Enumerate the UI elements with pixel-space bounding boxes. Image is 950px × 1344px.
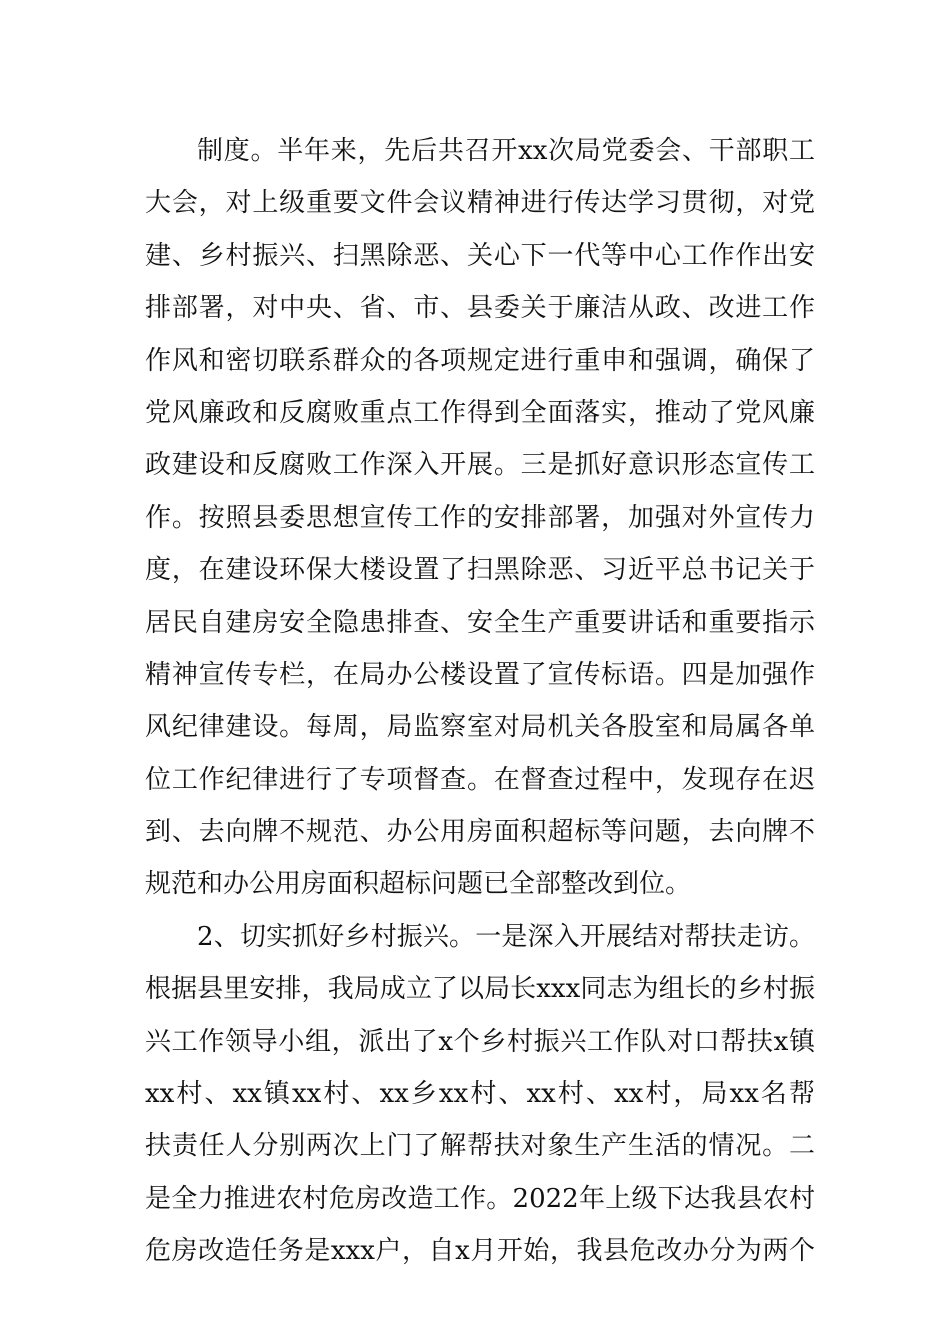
body-line: 大会，对上级重要文件会议精神进行传达学习贯彻，对党 — [145, 188, 815, 219]
body-line: 是全力推进农村危房改造工作。2022年上级下达我县农村 — [145, 1183, 815, 1214]
body-line: 作。按照县委思想宣传工作的安排部署，加强对外宣传力 — [145, 502, 815, 533]
body-line: 排部署，对中央、省、市、县委关于廉洁从政、改进工作 — [145, 293, 815, 324]
body-line: 党风廉政和反腐败重点工作得到全面落实，推动了党风廉 — [145, 397, 815, 428]
body-line: 规范和办公用房面积超标问题已全部整改到位。 — [145, 869, 692, 900]
body-line: 2、切实抓好乡村振兴。一是深入开展结对帮扶走访。 — [197, 921, 815, 952]
body-line: 精神宣传专栏，在局办公楼设置了宣传标语。四是加强作 — [145, 659, 815, 690]
body-line: 到、去向牌不规范、办公用房面积超标等问题，去向牌不 — [145, 817, 815, 848]
body-line: 作风和密切联系群众的各项规定进行重申和强调，确保了 — [145, 345, 815, 376]
body-line: 根据县里安排，我局成立了以局长xxx同志为组长的乡村振 — [145, 974, 815, 1005]
body-line: 位工作纪律进行了专项督查。在督查过程中，发现存在迟 — [145, 764, 815, 795]
body-line: 风纪律建设。每周，局监察室对局机关各股室和局属各单 — [145, 712, 815, 743]
body-line: 政建设和反腐败工作深入开展。三是抓好意识形态宣传工 — [145, 450, 815, 481]
body-line: 扶责任人分别两次上门了解帮扶对象生产生活的情况。二 — [145, 1131, 815, 1162]
body-line: 居民自建房安全隐患排查、安全生产重要讲话和重要指示 — [145, 607, 815, 638]
body-line: xx村、xx镇xx村、xx乡xx村、xx村、xx村，局xx名帮 — [145, 1079, 815, 1110]
body-line: 建、乡村振兴、扫黑除恶、关心下一代等中心工作作出安 — [145, 240, 815, 271]
body-line: 兴工作领导小组，派出了x个乡村振兴工作队对口帮扶x镇 — [145, 1026, 815, 1057]
body-line: 度，在建设环保大楼设置了扫黑除恶、习近平总书记关于 — [145, 555, 815, 586]
body-line: 制度。半年来，先后共召开xx次局党委会、干部职工 — [197, 136, 815, 166]
body-line: 危房改造任务是xxx户，自x月开始，我县危改办分为两个 — [145, 1236, 815, 1267]
document-body — [145, 125, 815, 1278]
